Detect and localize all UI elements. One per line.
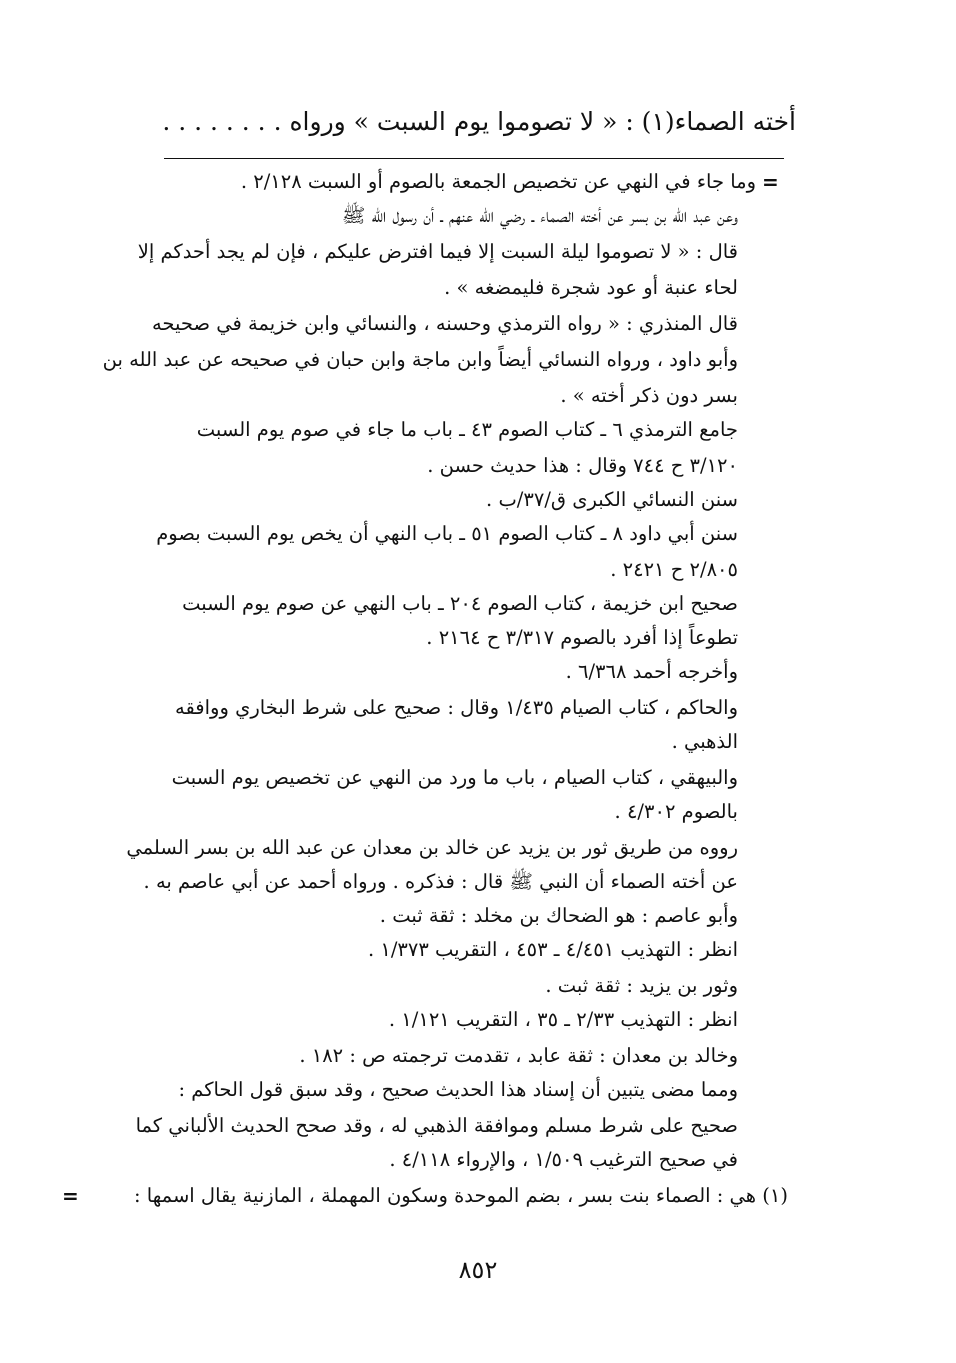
text-line: وعن عبد الله بن بسر عن أخته الصماء ـ رضي الله عنهم ـ أن رسول الله ﷺ [341, 204, 738, 227]
text-line: قال : « لا تصوموا ليلة السبت إلا فيما افترض عليكم ، فإن لم يجد أحدكم إلا [137, 240, 738, 263]
footnote-continuation-marker: = [62, 1184, 79, 1208]
text-line: سنن أبي داود ٨ ـ كتاب الصوم ٥١ ـ باب النهي أن يخص يوم السبت بصوم [156, 522, 738, 545]
page-number: ٨٥٢ [458, 1256, 498, 1284]
text-line: وأبو عاصم : هو الضحاك بن مخلد : ثقة ثبت . [379, 904, 738, 927]
text-line: ٢/٨٠٥ ح ٢٤٢١ . [610, 558, 738, 581]
text-line: ومما مضى يتبين أن إسناد هذا الحديث صحيح ، وقد سبق قول الحاكم : [178, 1078, 738, 1101]
page-title: أخته الصماء(١) : « لا تصوموا يوم السبت » ورواه . . . . . . . . [162, 107, 796, 136]
text-line: انظر : التهذيب ٢/٣٣ ـ ٣٥ ، التقريب ١/١٢١ . [388, 1008, 738, 1031]
text-line: وأبو داود ، ورواه النسائي أيضاً وابن ماجة وابن حبان في صحيحه عن عبد الله بن [102, 348, 738, 371]
text-line: صحيح ابن خزيمة ، كتاب الصوم ٢٠٤ ـ باب النهي عن صوم يوم السبت [182, 592, 738, 615]
text-line: جامع الترمذي ٦ ـ كتاب الصوم ٤٣ ـ باب ما جاء في صوم يوم السبت [196, 418, 738, 441]
text-line: وثور بن يزيد : ثقة ثبت . [545, 974, 738, 997]
text-line: الذهبي . [671, 730, 738, 753]
text-line: بالصوم ٤/٣٠٢ . [614, 800, 738, 823]
text-line: وخالد بن معدان : ثقة عابد ، تقدمت ترجمته ص : ١٨٢ . [299, 1044, 738, 1067]
text-line: والحاكم ، كتاب الصيام ١/٤٣٥ وقال : صحيح على شرط البخاري ووافقه [174, 696, 738, 719]
footnote-divider [164, 158, 784, 159]
text-line: في صحيح الترغيب ١/٥٠٩ ، والإرواء ٤/١١٨ . [389, 1148, 738, 1171]
text-line: ٣/١٢٠ ح ٧٤٤ وقال : هذا حديث حسن . [427, 454, 738, 477]
text-line: صحيح على شرط مسلم وموافقة الذهبي له ، وقد صحح الحديث الألباني كما [135, 1114, 738, 1137]
text-line: لحاء عنبة أو عود شجرة فليمضغه » . [444, 276, 738, 299]
text-line: وما جاء في النهي عن تخصيص الجمعة بالصوم أو السبت ٢/١٢٨ . [240, 170, 756, 193]
continuation-marker: = [762, 170, 779, 194]
text-line: قال المنذري : « رواه الترمذي وحسنه ، والنسائي وابن خزيمة في صحيحه [151, 312, 738, 335]
text-line: رووه من طريق ثور بن يزيد عن خالد بن معدان عن عبد الله بن بسر السلمي [126, 836, 738, 859]
text-line: والبيهقي ، كتاب الصيام ، باب ما ورد من النهي عن تخصيص يوم السبت [171, 766, 738, 789]
text-line: وأخرجه أحمد ٦/٣٦٨ . [565, 660, 738, 683]
footnote-line: (١) هي : الصماء بنت بسر ، بضم الموحدة وسكون المهملة ، المازنية يقال اسمها : [133, 1184, 788, 1207]
text-line: انظر : التهذيب ٤/٤٥١ ـ ٤٥٣ ، التقريب ١/٣٧٣ . [367, 938, 738, 961]
text-line: تطوعاً إذا أفرد بالصوم ٣/٣١٧ ح ٢١٦٤ . [426, 626, 738, 649]
text-line: سنن النسائي الكبرى ق/٣٧/ب . [486, 488, 738, 511]
text-line: بسر دون ذكر أخته » . [560, 384, 738, 407]
text-line: عن أخته الصماء أن النبي ﷺ قال : فذكره . ورواه أحمد عن أبي عاصم به . [143, 870, 738, 893]
